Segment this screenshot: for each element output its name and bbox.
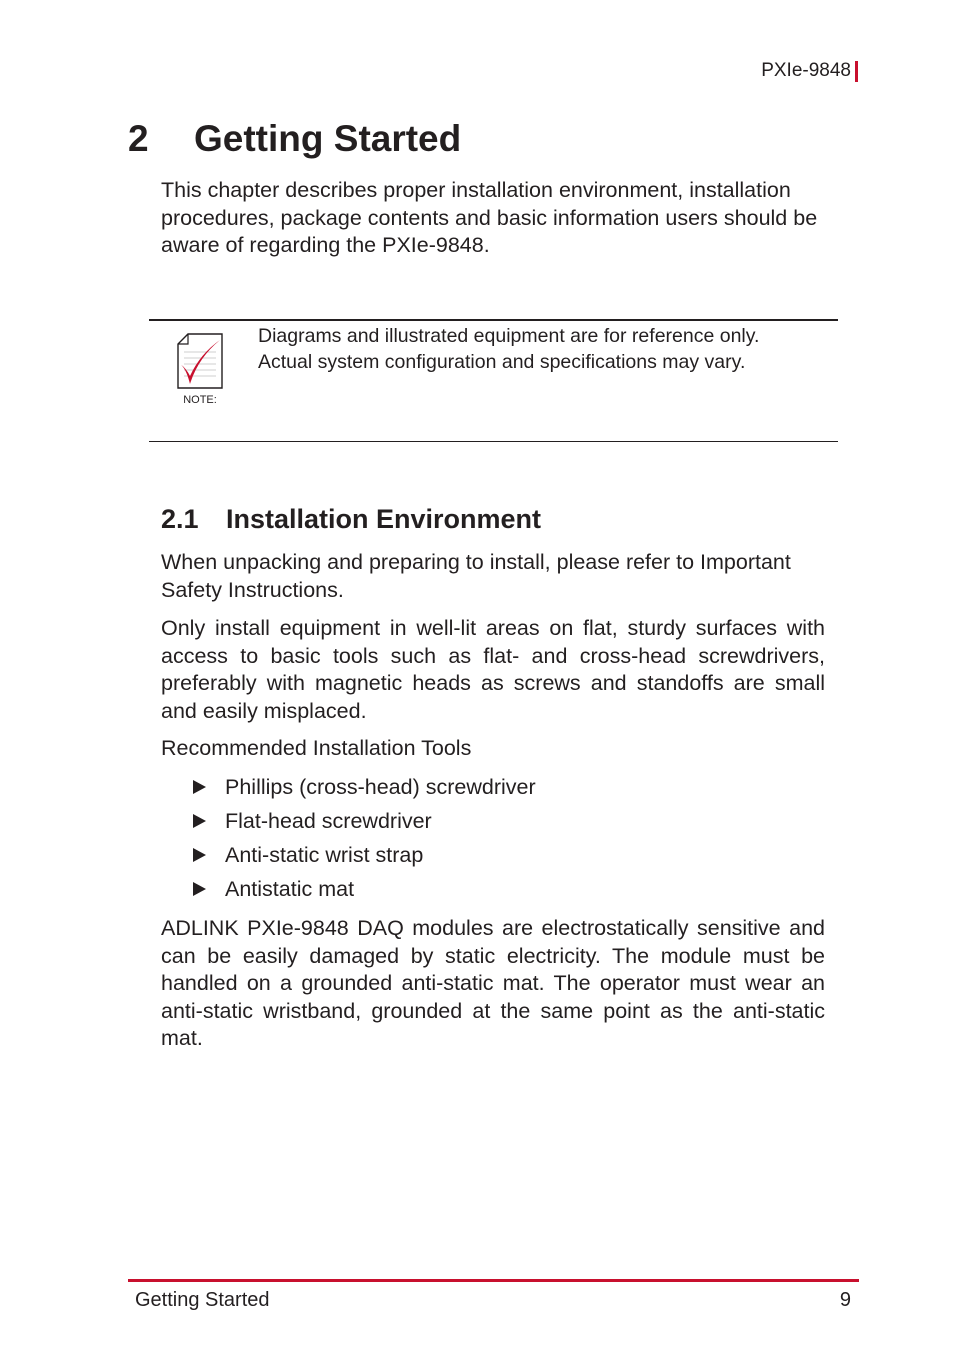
note-line-1: Diagrams and illustrated equipment are for reference only. — [258, 325, 760, 347]
note-label: NOTE: — [183, 394, 217, 406]
bullet-triangle-icon — [193, 882, 206, 896]
chapter-number: 2 — [128, 118, 149, 159]
bullet-triangle-icon — [193, 780, 206, 794]
page-number: 9 — [839, 1289, 851, 1311]
body-paragraph: When unpacking and preparing to install, please refer to Important Safety Instructions. — [161, 550, 791, 602]
list-item-text: Phillips (cross-head) screwdriver — [225, 775, 536, 799]
header-accent-bar — [855, 61, 858, 82]
list-item-text: Flat-head screwdriver — [225, 809, 432, 833]
list-item — [193, 841, 536, 875]
running-header — [761, 60, 858, 82]
note-bottom-rule — [149, 441, 838, 442]
checkmark-note-icon — [170, 330, 230, 392]
section-heading — [161, 504, 541, 535]
list-item — [193, 807, 536, 841]
note-text — [258, 324, 828, 375]
list-item-text: Antistatic mat — [225, 877, 355, 901]
section-title: Installation Environment — [226, 504, 542, 534]
bullet-triangle-icon — [193, 848, 206, 862]
section-number: 2.1 — [161, 504, 199, 534]
list-item — [193, 773, 536, 807]
list-item — [193, 875, 536, 909]
note-line-2: Actual system configuration and specifications may vary. — [258, 350, 746, 373]
body-paragraph: Only install equipment in well-lit areas on flat, sturdy surfaces with access to basic tools such as flat- and cross-head screwdrivers, preferably with magnetic heads as screws and standoffs are small and easily misplaced. — [161, 616, 825, 723]
footer-rule — [128, 1279, 859, 1282]
bullet-triangle-icon — [193, 814, 206, 828]
closing-paragraph: ADLINK PXIe-9848 DAQ modules are electrostatically sensitive and can be easily damaged by static electricity. The module must be handled on a grounded anti-static mat. The operator must wear an anti-static wristband, grounded at the same point as the anti-static mat. — [161, 916, 825, 1050]
tools-heading: Recommended Installation Tools — [161, 736, 472, 760]
chapter-title: Getting Started — [194, 118, 462, 159]
note-top-rule — [149, 319, 838, 321]
running-title: PXIe-9848 — [761, 60, 851, 81]
intro-paragraph: This chapter describes proper installation environment, installation procedures, package contents and basic information users should be aware of regarding the PXIe-9848. — [161, 178, 818, 257]
chapter-heading — [128, 118, 461, 160]
list-item-text: Anti-static wrist strap — [225, 843, 424, 867]
tools-list — [193, 773, 536, 909]
footer-chapter-title: Getting Started — [135, 1289, 270, 1311]
